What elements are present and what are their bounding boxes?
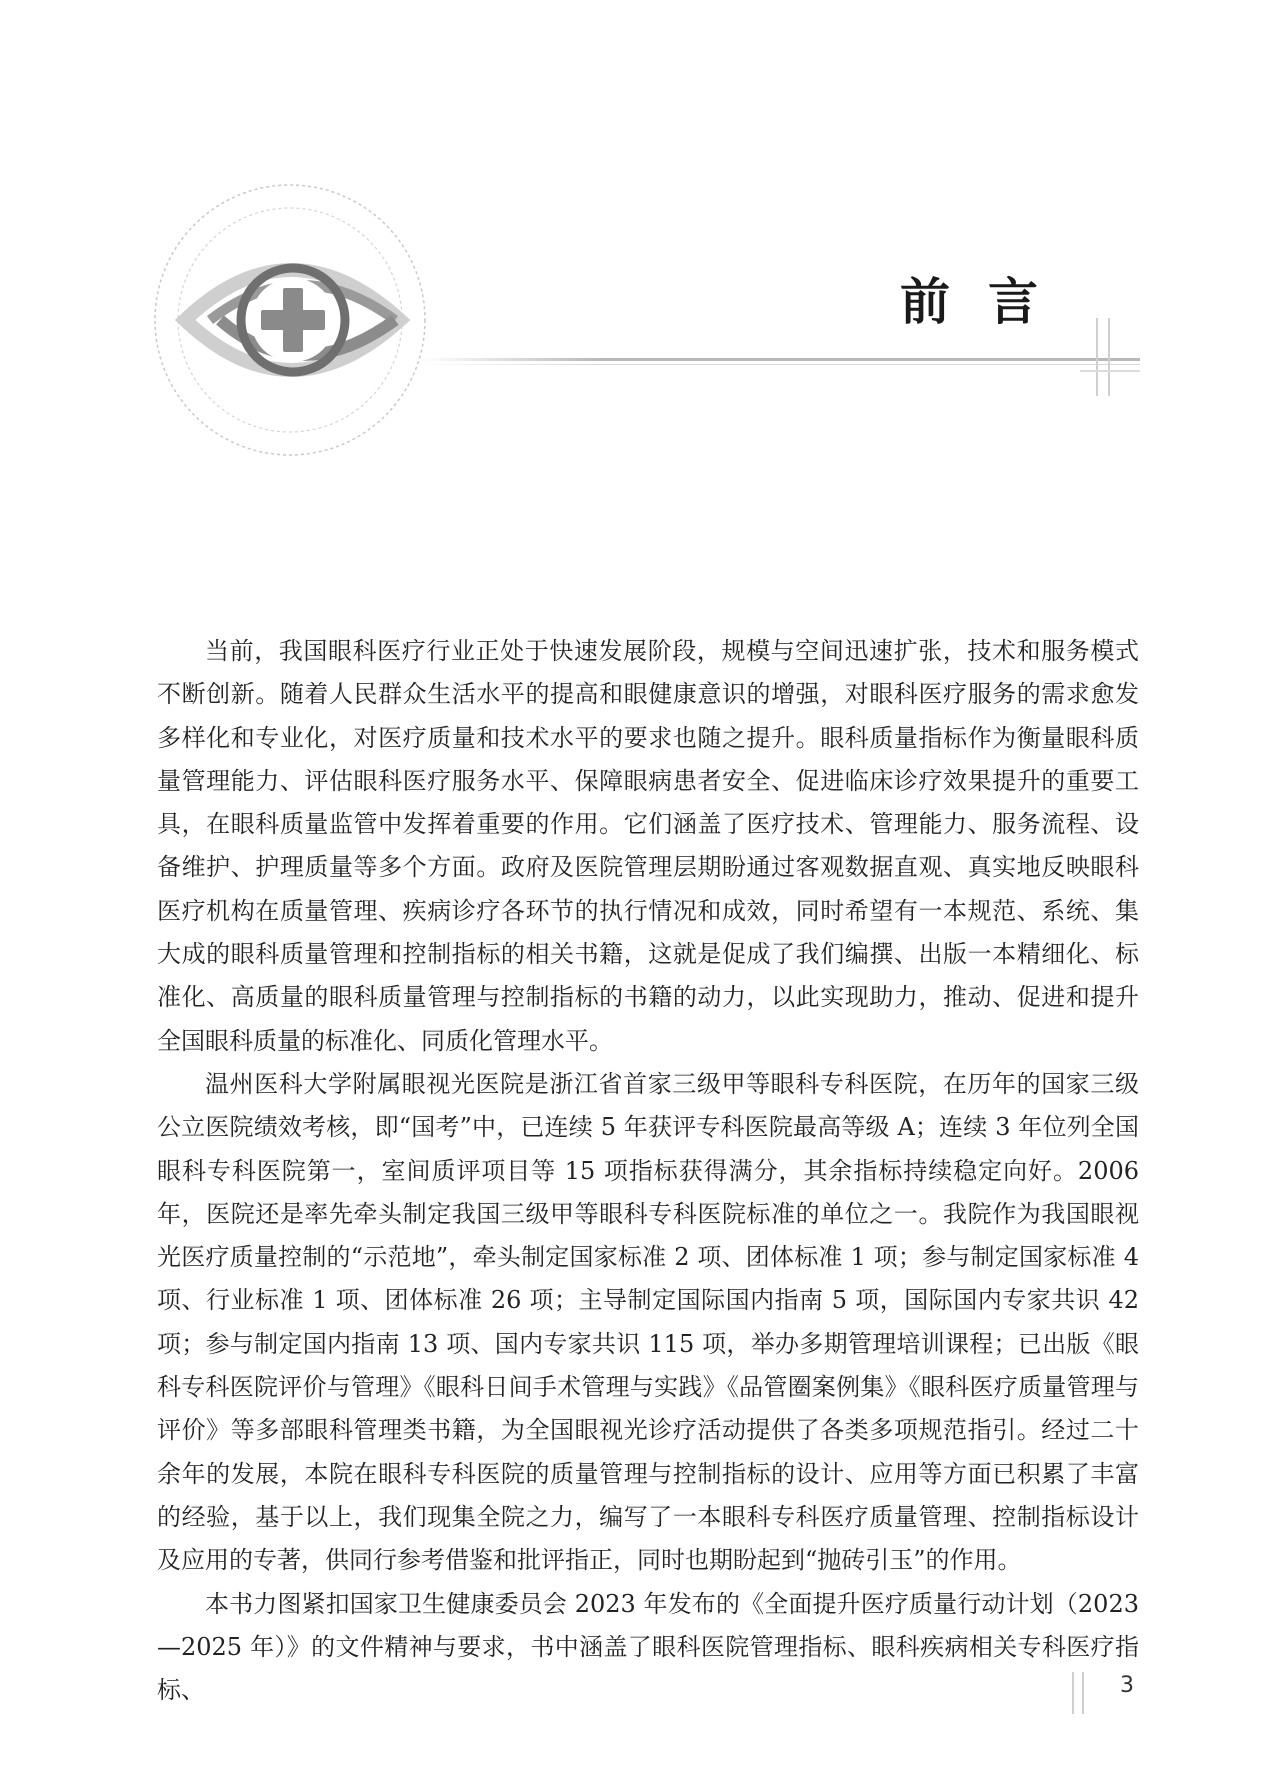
header-deco-vertical-2 — [1108, 318, 1110, 396]
paragraph-2: 温州医科大学附属眼视光医院是浙江省首家三级甲等眼科专科医院，在历年的国家三级公立医院绩效考核，即“国考”中，已连续 5 年获评专科医院最高等级 A；连续 3 年位列全国眼科专科医院第一，室间质评项目等 15 项指标获得满分，其余指标持续稳定向好。2006 年，医院还是率先牵头制定我国三级甲等眼科专科医院标准的单位之一。我院作为我国眼视光医疗质量控制的“示范地”，牵头制定国家标准 2 项、团体标准 1 项；参与制定国家标准 4 项、行业标准 1 项、团体标准 26 项；主导制定国际国内指南 5 项，国际国内专家共识 42 项；参与制定国内指南 13 项、国内专家共识 115 项，举办多期管理培训课程；已出版《眼科专科医院评价与管理》《眼科日间手术管理与实践》《品管圈案例集》《眼科医疗质量管理与评价》等多部眼科管理类书籍，为全国眼视光诊疗活动提供了各类多项规范指引。经过二十余年的发展，本院在眼科专科医院的质量管理与控制指标的设计、应用等方面已积累了丰富的经验，基于以上，我们现集全院之力，编写了一本眼科专科医疗质量管理、控制指标设计及应用的专著，供同行参考借鉴和批评指正，同时也期盼起到“抛砖引玉”的作用。 — [157, 1069, 1139, 1575]
header-rule-thin — [420, 364, 1140, 365]
paragraph-1: 当前，我国眼科医疗行业正处于快速发展阶段，规模与空间迅速扩张，技术和服务模式不断创新。随着人民群众生活水平的提高和眼健康意识的增强，对眼科医疗服务的需求愈发多样化和专业化，对医疗质量和技术水平的要求也随之提升。眼科质量指标作为衡量眼科质量管理能力、评估眼科医疗服务水平、保障眼病患者安全、促进临床诊疗效果提升的重要工具，在眼科质量监管中发挥着重要的作用。它们涵盖了医疗技术、管理能力、服务流程、设备维护、护理质量等多个方面。政府及医院管理层期盼通过客观数据直观、真实地反映眼科医疗机构在质量管理、疾病诊疗各环节的执行情况和成效，同时希望有一本规范、系统、集大成的眼科质量管理和控制指标的相关书籍，这就是促成了我们编撰、出版一本精细化、标准化、高质量的眼科质量管理与控制指标的书籍的动力，以此实现助力，推动、促进和提升全国眼科质量的标准化、同质化管理水平。 — [157, 637, 1139, 1055]
header-rule — [420, 358, 1140, 361]
body-text — [157, 630, 1139, 1712]
header-deco-horizontal — [1080, 370, 1140, 372]
page-number: 3 — [1120, 1673, 1134, 1698]
eye-cross-icon — [150, 180, 450, 480]
footer-rule-icon — [1065, 1672, 1095, 1714]
header-deco-vertical-1 — [1096, 318, 1098, 396]
paragraph-3: 本书力图紧扣国家卫生健康委员会 2023 年发布的《全面提升医疗质量行动计划（2023—2025 年）》的文件精神与要求，书中涵盖了眼科医院管理指标、眼科疾病相关专科医疗指标、 — [157, 1589, 1139, 1705]
page-title: 前言 — [900, 273, 1076, 331]
